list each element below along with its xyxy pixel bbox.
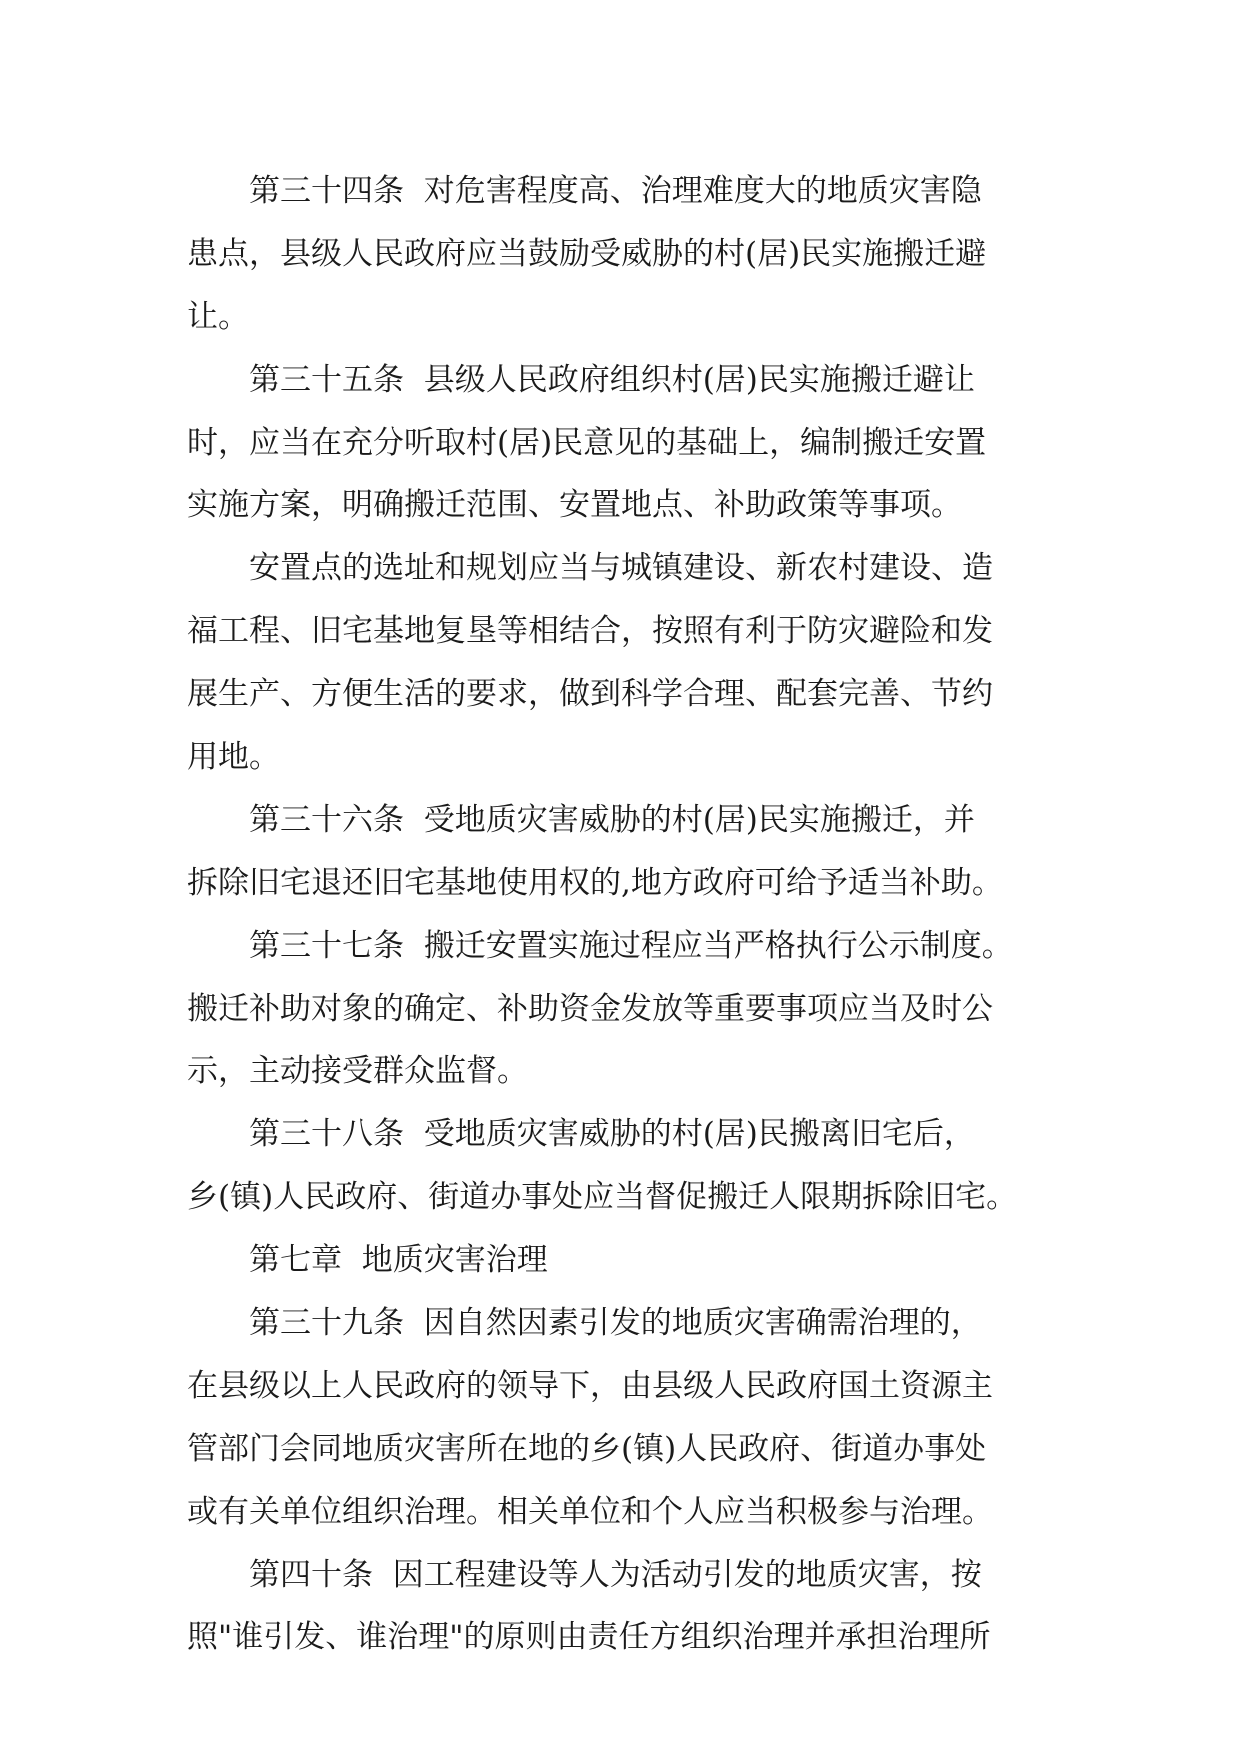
text-line: 展生产、方便生活的要求，做到科学合理、配套完善、节约 [187,676,993,713]
text-line: 安置点的选址和规划应当与城镇建设、新农村建设、造 [249,550,993,587]
text-line: 示，主动接受群众监督。 [187,1053,528,1090]
text-line: 实施方案，明确搬迁范围、安置地点、补助政策等事项。 [187,487,962,524]
text-line: 时，应当在充分听取村(居)民意见的基础上，编制搬迁安置 [187,424,987,461]
text-line: 第三十七条 搬迁安置实施过程应当严格执行公示制度。 [249,927,1013,964]
text-line: 第三十四条 对危害程度高、治理难度大的地质灾害隐 [249,173,982,209]
text-line: 第三十五条 县级人民政府组织村(居)民实施搬迁避让 [249,361,975,398]
chapter-heading: 第七章 地质灾害治理 [249,1242,548,1279]
text-line: 乡(镇)人民政府、街道办事处应当督促搬迁人限期拆除旧宅。 [187,1179,1018,1216]
text-line: 患点，县级人民政府应当鼓励受威胁的村(居)民实施搬迁避 [187,235,987,272]
text-line: 第三十九条 因自然因素引发的地质灾害确需治理的， [249,1305,982,1342]
text-line: 或有关单位组织治理。相关单位和个人应当积极参与治理。 [187,1493,993,1530]
text-line: 第四十条 因工程建设等人为活动引发的地质灾害，按 [249,1556,982,1593]
document-body [187,160,1067,1669]
text-line: 让。 [187,298,249,335]
text-line: 拆除旧宅退还旧宅基地使用权的,地方政府可给予适当补助。 [187,864,1003,901]
text-line: 福工程、旧宅基地复垦等相结合，按照有利于防灾避险和发 [187,613,993,650]
text-line: 第三十八条 受地质灾害威胁的村(居)民搬离旧宅后， [249,1116,975,1153]
text-line: 用地。 [187,739,280,776]
text-line: 搬迁补助对象的确定、补助资金发放等重要事项应当及时公 [187,990,993,1027]
text-line: 在县级以上人民政府的领导下，由县级人民政府国土资源主 [187,1367,993,1404]
text-line: 第三十六条 受地质灾害威胁的村(居)民实施搬迁，并 [249,801,975,838]
text-line: 管部门会同地质灾害所在地的乡(镇)人民政府、街道办事处 [187,1430,987,1467]
text-line: 照"谁引发、谁治理"的原则由责任方组织治理并承担治理所 [187,1619,991,1656]
